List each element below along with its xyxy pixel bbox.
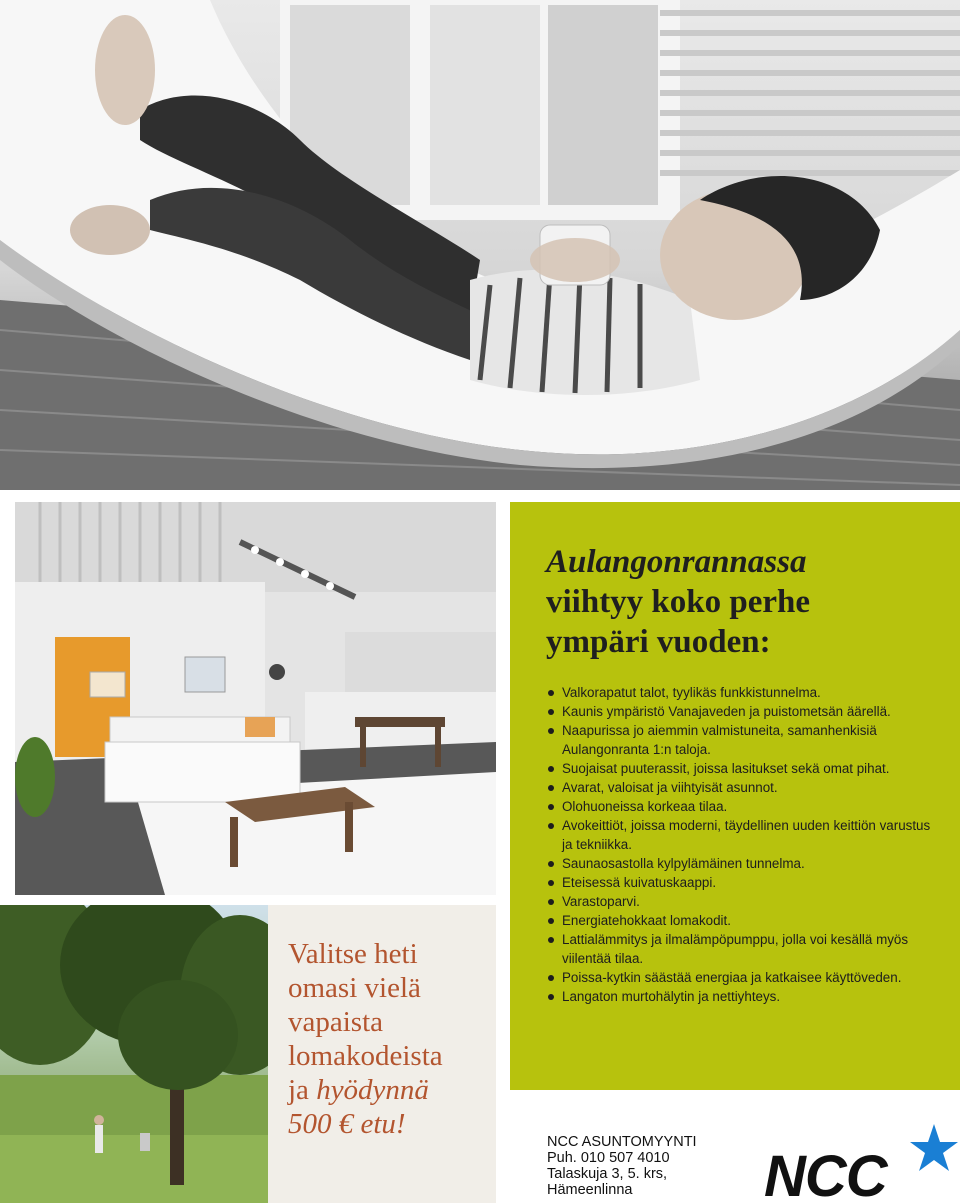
logo-text: NCC [764, 1144, 887, 1203]
feature-item: Kaunis ympäristö Vanajaveden ja puistometsän äärellä. [546, 702, 940, 721]
contact-company: NCC ASUNTOMYYNTI [547, 1134, 697, 1150]
promo-line-5-prefix: ja [288, 1074, 317, 1106]
feature-item: Lattialämmitys ja ilmalämpöpumppu, jolla voi kesällä myös viilentää tilaa. [546, 930, 940, 968]
feature-panel [510, 502, 960, 1090]
headline-line-2: viihtyy koko perhe [546, 584, 811, 620]
promo-line-5 [288, 1073, 484, 1107]
headline-line-1: Aulangonrannassa [546, 544, 807, 580]
promo-line-1: Valitse heti [288, 938, 418, 970]
ncc-logo [762, 1120, 960, 1203]
feature-item: Suojaisat puuterassit, joissa lasitukset sekä omat pihat. [546, 759, 940, 778]
promo-line-5-emphasis: hyödynnä [316, 1074, 429, 1106]
promo-text [288, 937, 484, 1141]
promo-line-3: vapaista [288, 1006, 384, 1038]
promo-line-6: 500 € etu! [288, 1108, 406, 1140]
contact-address: Talaskuja 3, 5. krs, [547, 1166, 668, 1182]
feature-item: Varastoparvi. [546, 892, 940, 911]
feature-item: Eteisessä kuivatuskaappi. [546, 873, 940, 892]
contact-block [547, 1134, 747, 1198]
features-list [546, 683, 940, 1006]
feature-item: Avarat, valoisat ja viihtyisät asunnot. [546, 778, 940, 797]
golf-course-image [0, 905, 268, 1203]
feature-item: Saunaosastolla kylpylämäinen tunnelma. [546, 854, 940, 873]
contact-phone: Puh. 010 507 4010 [547, 1150, 670, 1166]
hero-hammock-photo [0, 0, 960, 490]
headline-line-3: ympäri vuoden: [546, 624, 771, 660]
interior-render-image [15, 502, 496, 895]
promo-line-4: lomakodeista [288, 1040, 443, 1072]
star-icon [910, 1124, 958, 1171]
feature-item: Olohuoneissa korkeaa tilaa. [546, 797, 940, 816]
feature-item: Avokeittiöt, joissa moderni, täydellinen uuden keittiön varustus ja tekniikka. [546, 816, 940, 854]
feature-item: Valkorapatut talot, tyylikäs funkkistunnelma. [546, 683, 940, 702]
feature-item: Langaton murtohälytin ja nettiyhteys. [546, 987, 940, 1006]
feature-item: Naapurissa jo aiemmin valmistuneita, samanhenkisiä Aulangonranta 1:n taloja. [546, 721, 940, 759]
promo-panel [268, 905, 496, 1203]
feature-item: Poissa-kytkin säästää energiaa ja katkaisee käyttöveden. [546, 968, 940, 987]
feature-item: Energiatehokkaat lomakodit. [546, 911, 940, 930]
promo-line-2: omasi vielä [288, 972, 421, 1004]
contact-city: Hämeenlinna [547, 1182, 633, 1198]
feature-headline [546, 542, 940, 662]
